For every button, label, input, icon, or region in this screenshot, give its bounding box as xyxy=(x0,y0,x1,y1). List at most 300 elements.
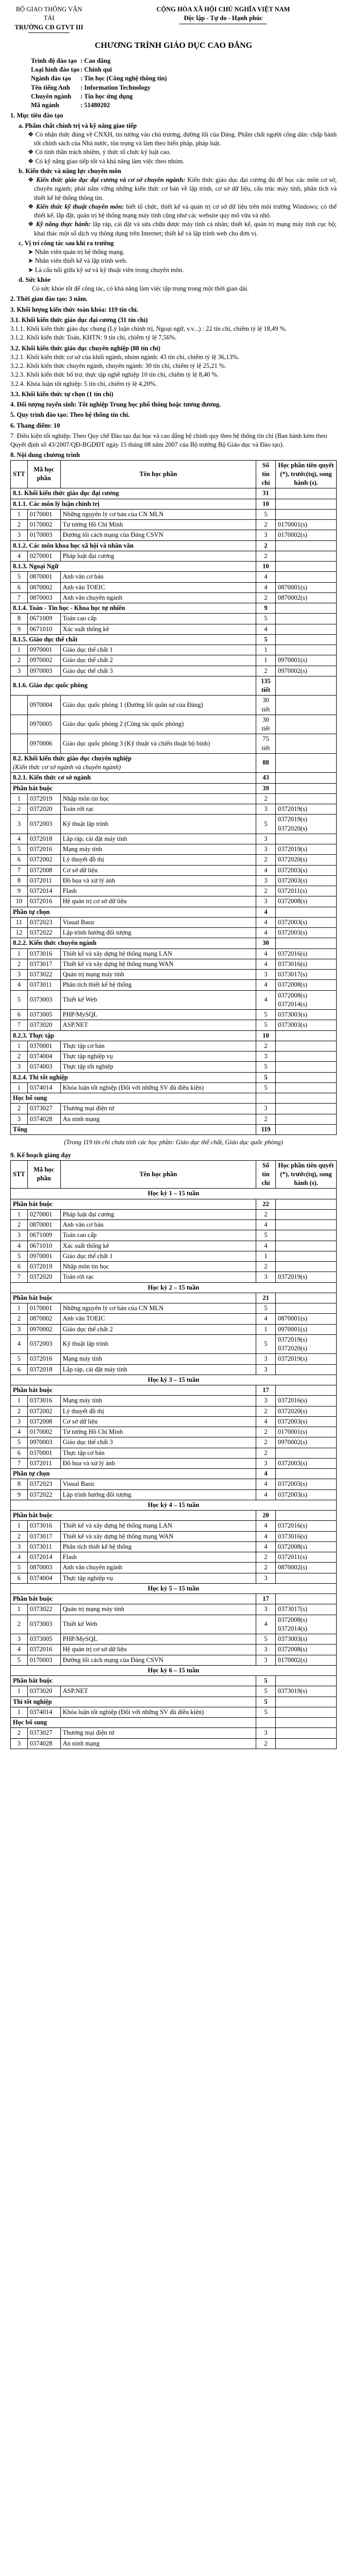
program-info xyxy=(31,57,337,110)
national-motto: Độc lập - Tự do - Hạnh phúc xyxy=(184,14,263,22)
bullet-text: Nhân viên thiết kế và lập trình web. xyxy=(35,257,127,265)
bullet-item: ➤ Nhân viên quản trị hệ thống mạng. xyxy=(28,248,125,256)
stt-cell: 6 xyxy=(11,1573,28,1583)
group-row xyxy=(11,938,337,948)
prereq-cell: 0372008(s) xyxy=(276,896,337,907)
group-label xyxy=(11,1072,256,1082)
credits-cell: 3 xyxy=(256,530,276,540)
credits-cell: 21 xyxy=(256,1293,276,1303)
info-row xyxy=(31,83,337,92)
prereq-cell xyxy=(276,907,337,917)
group-label xyxy=(11,1293,256,1303)
prereq-cell xyxy=(276,540,337,551)
code-cell: 0372019 xyxy=(27,793,60,804)
group-label xyxy=(11,1469,256,1479)
code-cell: 0372002 xyxy=(27,855,60,865)
stt-cell: 3 xyxy=(11,1114,28,1124)
credits-cell: 31 xyxy=(256,488,276,499)
prereq-cell xyxy=(276,1104,337,1114)
stt-cell: 7 xyxy=(11,865,28,875)
info-label: Chuyên ngành xyxy=(31,92,72,100)
table-row xyxy=(11,917,337,927)
code-cell: 0373011 xyxy=(27,980,60,990)
table-row xyxy=(11,793,337,804)
code-cell: 0970002 xyxy=(27,655,60,666)
course-name-cell: Quản trị mạng máy tính xyxy=(60,1604,256,1615)
credits-cell: 1 xyxy=(256,645,276,655)
stt-cell: 1 xyxy=(11,1686,28,1697)
course-name-cell: Đường lối cách mạng của Đảng CSVN xyxy=(60,1655,256,1665)
bullet-text: Có nhận thức đúng về CNXH, tin tưởng vào chủ trương, đường lối của Đảng. Phẩm chất người công dân: chấp hành tốt chính sách của Nhà nước, tôn trọng và làm theo hiến pháp, pháp luật. xyxy=(34,130,337,147)
stt-cell xyxy=(11,734,28,754)
credits-cell: 1 xyxy=(256,1324,276,1334)
prereq-cell: 0372019(s) 0372020(s) xyxy=(276,1334,337,1354)
bullet-item: ❖ Có kỹ năng giao tiếp tốt và khả năng làm việc theo nhóm. xyxy=(28,157,185,165)
course-name-cell: Thiết kế và xây dựng hệ thống mạng LAN xyxy=(60,1521,256,1531)
group-label xyxy=(11,488,256,499)
table-row xyxy=(11,970,337,980)
code-cell: 0870001 xyxy=(27,1220,60,1230)
table-row xyxy=(11,1104,337,1114)
table-row xyxy=(11,572,337,582)
table-row xyxy=(11,655,337,666)
group-title: 8.2.3. Thực tập xyxy=(13,1031,54,1039)
course-name-cell: Những nguyên lý cơ bản của CN MLN xyxy=(60,1303,256,1314)
prereq-cell xyxy=(276,773,337,783)
table-row xyxy=(11,886,337,896)
group-title: 8.1.3. Ngoại Ngữ xyxy=(13,563,59,570)
table-row xyxy=(11,1114,337,1124)
group-row xyxy=(11,1093,337,1104)
table-row xyxy=(11,715,337,734)
credits-cell: 10 xyxy=(256,562,276,572)
prereq-cell xyxy=(276,1030,337,1041)
course-name-cell: Lắp ráp, cài đặt máy tính xyxy=(60,834,256,844)
group-label xyxy=(11,783,256,793)
group-title: 8.1.5. Giáo dục thể chất xyxy=(13,635,78,643)
credits-cell: 20 xyxy=(256,1511,276,1521)
stt-cell: 4 xyxy=(11,1645,28,1655)
prereq-cell xyxy=(276,783,337,793)
stt-cell: 2 xyxy=(11,1531,28,1541)
credits-cell: 4 xyxy=(256,1416,276,1427)
bullet-text: Là cấu nối giữa kỹ sư và kỹ thuật viên trong chuyên môn. xyxy=(35,266,184,274)
code-cell: 0372023 xyxy=(27,917,60,927)
credits-cell: 2 xyxy=(256,520,276,530)
prereq-cell xyxy=(276,1062,337,1072)
prereq-cell xyxy=(276,834,337,844)
stt-cell: 3 xyxy=(11,815,28,834)
credits-cell: 4 xyxy=(256,1541,276,1552)
info-label: Mã ngành xyxy=(31,101,59,109)
table-row xyxy=(11,948,337,959)
bullet-text: Có kỹ năng giao tiếp tốt và khả năng làm việc theo nhóm. xyxy=(35,157,185,165)
table-row xyxy=(11,509,337,519)
code-cell: 0373022 xyxy=(27,1604,60,1615)
code-cell: 0170002 xyxy=(27,520,60,530)
course-name-cell: Anh văn cơ bản xyxy=(60,1220,256,1230)
credits-cell: 4 xyxy=(256,1469,276,1479)
code-cell: 0374028 xyxy=(27,1114,60,1124)
prereq-cell: 0372019(s) xyxy=(276,1272,337,1282)
stt-cell: 2 xyxy=(11,1728,28,1738)
group-title: 8.1.6. Giáo dục quốc phòng xyxy=(13,682,88,689)
credits-cell: 3 xyxy=(256,844,276,855)
credits-cell: 4 xyxy=(256,1220,276,1230)
info-label: Trình độ đào tạo xyxy=(31,57,77,64)
table-row xyxy=(11,990,337,1010)
code-cell: 0372008 xyxy=(27,1416,60,1427)
prereq-cell xyxy=(276,645,337,655)
group-title: 8.2. Khối kiến thức giáo dục chuyên nghiệp xyxy=(13,754,132,762)
code-cell: 0170002 xyxy=(27,1427,60,1437)
code-cell: 0372014 xyxy=(27,1552,60,1563)
course-name-cell: Thiết kế và xây dựng hệ thống mạng WAN xyxy=(60,1531,256,1541)
code-cell: 0270001 xyxy=(27,1209,60,1219)
credits-cell: 3 xyxy=(256,1354,276,1364)
code-cell: 0373016 xyxy=(27,948,60,959)
column-header: Số tín chỉ xyxy=(256,1160,276,1189)
stt-cell: 1 xyxy=(11,948,28,959)
teaching-plan-table xyxy=(10,1160,337,1749)
prereq-cell xyxy=(276,1230,337,1241)
prereq-cell: 0970001(s) xyxy=(276,1324,337,1334)
stt-cell: 1 xyxy=(11,1707,28,1717)
column-header: Tên học phần xyxy=(60,1160,256,1189)
credits-cell: 4 xyxy=(256,865,276,875)
stt-cell: 6 xyxy=(11,582,28,592)
course-name-cell: Mạng máy tính xyxy=(60,1396,256,1406)
stt-cell: 1 xyxy=(11,793,28,804)
section-heading: 4. Đối tượng tuyển sinh: Tốt nghiệp Trung học phổ thông hoặc tương đương. xyxy=(10,401,221,409)
group-subtitle: (Kiến thức cơ sở ngành và chuyên ngành) xyxy=(13,764,121,771)
group-title: Phần bắt buộc xyxy=(13,1595,53,1603)
table-row xyxy=(11,1604,337,1615)
credits-cell: 3 xyxy=(256,1396,276,1406)
code-cell: 0372022 xyxy=(27,928,60,938)
prereq-cell xyxy=(276,1469,337,1479)
bullet-item: ❖ Kiến thức kỹ thuật chuyên môn: biết tổ chức, thiết kế và quản trị cơ sở dữ liệu trên môi trường Windows; có thể thiết kế, lắp đặt, quản trị hệ thống mạng máy tính cũng như các website quy mô vừa và nhỏ. xyxy=(28,202,337,219)
credits-cell: 5 xyxy=(256,815,276,834)
course-name-cell: Pháp luật đại cương xyxy=(60,1209,256,1219)
group-row xyxy=(11,783,337,793)
prereq-cell: 0870002(s) xyxy=(276,1563,337,1573)
table-row xyxy=(11,865,337,875)
stt-cell: 2 xyxy=(11,1052,28,1062)
credits-cell xyxy=(256,1093,276,1104)
stt-cell: 5 xyxy=(11,1437,28,1448)
code-cell: 0372020 xyxy=(27,804,60,815)
course-name-cell: Đồ họa và xử lý ảnh xyxy=(60,875,256,886)
code-cell: 0372011 xyxy=(27,1458,60,1468)
stt-cell: 5 xyxy=(11,1563,28,1573)
prereq-cell xyxy=(276,551,337,561)
group-title: Thi tốt nghiệp xyxy=(13,1698,52,1705)
credits-cell: 5 xyxy=(256,614,276,624)
group-row xyxy=(11,540,337,551)
table-row xyxy=(11,1707,337,1717)
course-name-cell: Thực tập nghiệp vụ xyxy=(60,1573,256,1583)
credits-cell: 4 xyxy=(256,624,276,634)
group-title: Phần bắt buộc xyxy=(13,1677,53,1685)
stt-cell: 3 xyxy=(11,1230,28,1241)
credits-cell: 5 xyxy=(256,1303,276,1314)
course-name-cell: An ninh mạng xyxy=(60,1114,256,1124)
course-name-cell: Quản trị mạng máy tính xyxy=(60,970,256,980)
course-name-cell: Thực tập cơ bản xyxy=(60,1448,256,1458)
prereq-cell xyxy=(276,1697,337,1707)
code-cell: 0270001 xyxy=(27,551,60,561)
prereq-cell: 0372016(s) xyxy=(276,1396,337,1406)
ministry-block xyxy=(10,5,88,33)
group-row xyxy=(11,1199,337,1209)
prereq-cell xyxy=(276,1114,337,1124)
code-cell: 0370001 xyxy=(27,1448,60,1458)
credits-cell: 4 xyxy=(256,1615,276,1634)
group-title: Phần bắt buộc xyxy=(13,1294,53,1301)
stt-cell: 1 xyxy=(11,1396,28,1406)
table-row xyxy=(11,1427,337,1437)
code-cell: 0970002 xyxy=(27,1324,60,1334)
credits-cell: 43 xyxy=(256,773,276,783)
prereq-cell xyxy=(276,562,337,572)
table-row xyxy=(11,1406,337,1416)
credits-cell: 30 tiết xyxy=(256,715,276,734)
prereq-cell xyxy=(276,509,337,519)
stt-cell: 3 xyxy=(11,666,28,676)
course-name-cell: Giáo dục thể chất 1 xyxy=(60,645,256,655)
course-name-cell: Khóa luận tốt nghiệp (Đối với những SV đủ điều kiện) xyxy=(60,1082,256,1093)
course-name-cell: Giáo dục thể chất 3 xyxy=(60,666,256,676)
column-header: Học phần tiên quyết (*), trước(tq), song hành (s). xyxy=(276,460,337,488)
credits-cell: 1 xyxy=(256,655,276,666)
course-name-cell: Thương mại điện tử xyxy=(60,1104,256,1114)
paragraph: 3.2.4. Khóa luận tốt nghiệp: 5 tín chỉ, chiếm tỷ lệ 4,20%. xyxy=(10,380,157,387)
course-name-cell: Phân tích thiết kế hệ thống xyxy=(60,1541,256,1552)
code-cell: 0372002 xyxy=(27,1406,60,1416)
code-cell: 0870002 xyxy=(27,582,60,592)
stt-cell: 2 xyxy=(11,1104,28,1114)
group-title: Phần tự chọn xyxy=(13,1470,50,1478)
course-name-cell: Giáo dục quốc phòng 3 (Kỹ thuật và chiến thuật bộ binh) xyxy=(60,734,256,754)
code-cell: 0372022 xyxy=(27,1489,60,1500)
course-name-cell: Anh văn TOEIC xyxy=(60,582,256,592)
course-name-cell: Lập trình hướng đối tượng xyxy=(60,928,256,938)
table-row xyxy=(11,1010,337,1020)
credits-cell: 4 xyxy=(256,582,276,592)
group-title: Phần bắt buộc xyxy=(13,784,53,792)
stt-cell: 3 xyxy=(11,1634,28,1645)
table-row xyxy=(11,1645,337,1655)
code-cell: 0372011 xyxy=(27,875,60,886)
credits-cell: 3 xyxy=(256,1728,276,1738)
stt-cell: 5 xyxy=(11,572,28,582)
prereq-cell: 0373017(s) xyxy=(276,970,337,980)
group-row xyxy=(11,562,337,572)
credits-cell: 3 xyxy=(256,1272,276,1282)
table-row xyxy=(11,551,337,561)
credits-cell: 5 xyxy=(256,1062,276,1072)
course-name-cell: Visual Basic xyxy=(60,917,256,927)
table-row xyxy=(11,1563,337,1573)
stt-cell: 4 xyxy=(11,834,28,844)
credits-cell: 3 xyxy=(256,804,276,815)
prereq-cell: 0372003(s) xyxy=(276,917,337,927)
course-name-cell: Xác suất thống kê xyxy=(60,624,256,634)
group-row xyxy=(11,773,337,783)
code-cell: 0370001 xyxy=(27,1041,60,1051)
group-label xyxy=(11,1124,256,1134)
credits-cell: 4 xyxy=(256,928,276,938)
stt-cell: 2 xyxy=(11,804,28,815)
course-name-cell: Thiết kế Web xyxy=(60,990,256,1010)
table-row xyxy=(11,1230,337,1241)
code-cell: 0671009 xyxy=(27,1230,60,1241)
stt-cell: 5 xyxy=(11,1655,28,1665)
code-cell: 0372008 xyxy=(27,865,60,875)
info-value: : Tin học (Công nghệ thông tin) xyxy=(80,75,167,82)
course-name-cell: Anh văn cơ bản xyxy=(60,572,256,582)
course-name-cell: Toán cao cấp xyxy=(60,614,256,624)
info-row xyxy=(31,74,337,83)
prereq-cell xyxy=(276,1364,337,1375)
credits-cell: 5 xyxy=(256,1686,276,1697)
table-row xyxy=(11,1020,337,1030)
prereq-cell xyxy=(276,1718,337,1728)
stt-cell: 5 xyxy=(11,844,28,855)
table-caption: (Trong 119 tín chỉ chưa tính các học phần: Giáo dục thể chất, Giáo dục quốc phòng) xyxy=(64,1139,283,1146)
info-row xyxy=(31,92,337,101)
credits-cell: 2 xyxy=(256,886,276,896)
credits-cell: 3 xyxy=(256,1104,276,1114)
stt-cell: 3 xyxy=(11,1324,28,1334)
credits-cell: 5 xyxy=(256,1072,276,1082)
table-row xyxy=(11,844,337,855)
info-label: Tên tiếng Anh xyxy=(31,83,70,91)
info-value: : 51480202 xyxy=(80,101,110,109)
info-row xyxy=(31,57,337,65)
code-cell: 0870002 xyxy=(27,1314,60,1324)
code-cell: 0170003 xyxy=(27,530,60,540)
column-header: Học phần tiên quyết (*), trước(tq), song hành (s). xyxy=(276,1160,337,1189)
divider xyxy=(28,32,70,33)
stt-cell: 11 xyxy=(11,917,28,927)
credits-cell: 4 xyxy=(256,1314,276,1324)
prereq-cell: 0372008(s) xyxy=(276,1645,337,1655)
ministry-name: BỘ GIAO THÔNG VẬN TẢI xyxy=(15,6,82,22)
section-heading: 8. Nội dung chương trình xyxy=(10,451,80,459)
table-row xyxy=(11,1082,337,1093)
prereq-cell: 0373017(s) xyxy=(276,1604,337,1615)
code-cell: 0374028 xyxy=(27,1738,60,1749)
credits-cell: 119 xyxy=(256,1124,276,1134)
code-cell: 0374004 xyxy=(27,1052,60,1062)
stt-cell: 3 xyxy=(11,1416,28,1427)
group-label xyxy=(11,938,256,948)
stt-cell: 3 xyxy=(11,1062,28,1072)
semester-row xyxy=(11,1189,337,1199)
section-heading: 2. Thời gian đào tạo: 3 năm. xyxy=(10,295,88,303)
bullet-heading: Kiến thức kỹ thuật chuyên môn: xyxy=(36,202,124,210)
section-heading: 9. Kế hoạch giảng dạy xyxy=(10,1151,71,1159)
credits-cell: 4 xyxy=(256,1489,276,1500)
stt-cell: 2 xyxy=(11,520,28,530)
group-title: 8.1.1. Các môn lý luận chính trị xyxy=(13,500,100,507)
course-name-cell: Khóa luận tốt nghiệp (Đối với những SV đủ điều kiện) xyxy=(60,1707,256,1717)
credits-cell: 3 xyxy=(256,1645,276,1655)
code-cell: 0372018 xyxy=(27,834,60,844)
credits-cell: 3 xyxy=(256,1458,276,1468)
course-name-cell: Hệ quản trị cơ sở dữ liệu xyxy=(60,1645,256,1655)
course-name-cell: ASP.NET xyxy=(60,1686,256,1697)
credits-cell: 2 xyxy=(256,666,276,676)
prereq-cell: 0170002(s) xyxy=(276,1655,337,1665)
prereq-cell xyxy=(276,696,337,715)
prereq-cell: 0372003(s) xyxy=(276,928,337,938)
school-name: TRƯỜNG CĐ GTVT III xyxy=(14,23,84,31)
prereq-cell: 0373019(s) xyxy=(276,1686,337,1697)
credits-cell: 2 xyxy=(256,793,276,804)
national-title: CỘNG HÒA XÃ HỘI CHỦ NGHĨA VIỆT NAM xyxy=(156,6,290,13)
subsection-heading: a. Phẩm chất chính trị và kỹ năng giao tiếp xyxy=(19,122,137,129)
table-row xyxy=(11,1634,337,1645)
prereq-cell: 0870002(s) xyxy=(276,592,337,603)
section-heading: 3. Khối lượng kiến thức toàn khóa: 119 tín chỉ. xyxy=(10,306,139,313)
bullet-text: biết tổ chức, thiết kế và quản trị cơ sở dữ liệu trên môi trường Windows; có thể thiết kế, lắp đặt, quản trị hệ thống mạng máy tính cũng như các website quy mô vừa và nhỏ. xyxy=(34,202,337,219)
bullet-text: Nhân viên quản trị hệ thống mạng. xyxy=(35,248,125,256)
table-row xyxy=(11,666,337,676)
table-row xyxy=(11,804,337,815)
group-row xyxy=(11,603,337,614)
bullet-heading: Kiến thức giáo dục đại cương và cơ sở chuyên ngành: xyxy=(36,176,186,184)
credits-cell: 3 xyxy=(256,1364,276,1375)
course-name-cell: Anh văn chuyên ngành xyxy=(60,592,256,603)
course-name-cell: Tư tưởng Hồ Chí Minh xyxy=(60,520,256,530)
prereq-cell xyxy=(276,1385,337,1396)
prereq-cell xyxy=(276,1124,337,1134)
course-name-cell: Phân tích thiết kế hệ thống xyxy=(60,980,256,990)
credits-cell: 17 xyxy=(256,1385,276,1396)
semester-row xyxy=(11,1583,337,1594)
code-cell: 0372014 xyxy=(27,886,60,896)
table-row xyxy=(11,1052,337,1062)
stt-cell: 8 xyxy=(11,1479,28,1489)
semester-row xyxy=(11,1375,337,1385)
prereq-cell: 0372019(s) 0372020(s) xyxy=(276,815,337,834)
prereq-cell: 0372008(s) xyxy=(276,1541,337,1552)
group-title: Phần tự chọn xyxy=(13,908,50,916)
table-row xyxy=(11,1241,337,1251)
paragraph: Có sức khỏe tốt để công tác, có khả năng làm việc tập trung trong một thời gian dài. xyxy=(32,285,249,293)
stt-cell: 6 xyxy=(11,1448,28,1458)
group-row xyxy=(11,1697,337,1707)
prereq-cell xyxy=(276,634,337,645)
stt-cell: 6 xyxy=(11,1262,28,1272)
credits-cell: 5 xyxy=(256,1334,276,1354)
code-cell: 0373022 xyxy=(27,970,60,980)
group-label xyxy=(11,1594,256,1604)
table-row xyxy=(11,1062,337,1072)
stt-cell: 1 xyxy=(11,509,28,519)
course-name-cell: Anh văn TOEIC xyxy=(60,1314,256,1324)
bullet-text: Kiến thức giáo dục đại cương đủ để học các môn cơ sở, chuyên ngành; phải nắm vững những kiến thức cơ bản về lập trình, cơ sở dữ liệu, cấu trúc máy tính, phân tích và thiết kế hệ thống thông tin. xyxy=(34,176,337,201)
group-label xyxy=(11,1030,256,1041)
group-row xyxy=(11,499,337,509)
stt-cell: 1 xyxy=(11,645,28,655)
credits-cell: 2 xyxy=(256,540,276,551)
stt-cell: 1 xyxy=(11,1041,28,1051)
info-value: : Chính qui xyxy=(80,66,112,74)
